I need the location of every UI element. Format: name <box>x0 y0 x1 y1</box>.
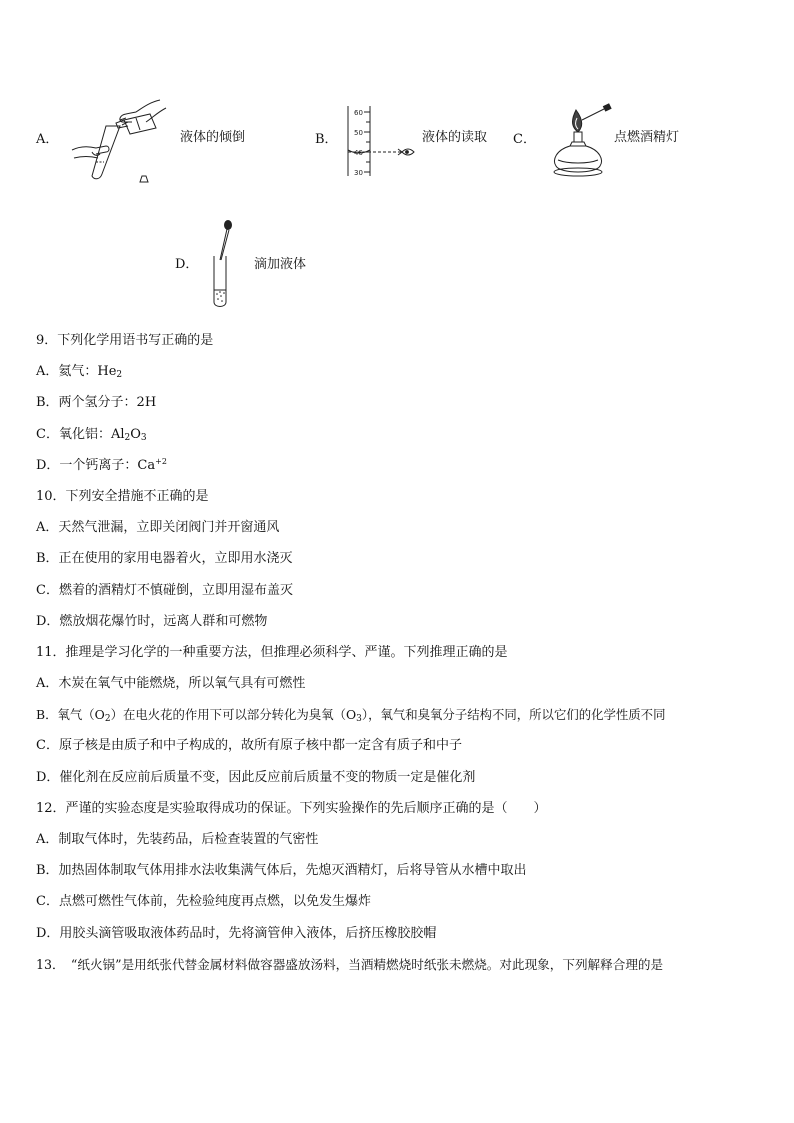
q12-option-d: D．用胶头滴管吸取液体药品时，先将滴管伸入液体，后挤压橡胶胶帽 <box>36 925 437 941</box>
option-c-label: C． <box>513 132 536 147</box>
q11-option-b: B．氧气$(O_2)$在电火花的作用下可以部分转化为臭氧$(O_3)$，氧气和臭氧分子结构不同，所以它们的化学性质不同 <box>36 707 666 725</box>
q11-option-c: C．原子核是由质子和中子构成的，故所有原子核中都一定含有质子和中子 <box>36 738 462 754</box>
q12-option-a: A．制取气体时，先装药品，后检查装置的气密性 <box>36 832 319 847</box>
q13-stem: 13． “纸火锅”是用纸张代替金属材料做容器盛放汤料，当酒精燃烧时纸张未燃烧。对此现象，下列解释合理的是 <box>36 956 664 972</box>
scale-label-50: 50 <box>354 129 363 137</box>
option-b-caption: 液体的读取 <box>422 130 488 145</box>
scale-label-60: 60 <box>354 109 363 117</box>
pouring-liquid-figure <box>66 96 176 192</box>
q10-stem: 10．下列安全措施不正确的是 <box>36 488 209 504</box>
q12-option-b: B．加热固体制取气体用排水法收集满气体后，先熄灭酒精灯，后将导管从水槽中取出 <box>36 863 527 879</box>
option-d-label: D． <box>175 257 199 272</box>
q10-option-d: D．燃放烟花爆竹时，远离人群和可燃物 <box>36 613 268 629</box>
q10-option-b: B．正在使用的家用电器着火，立即用水浇灭 <box>36 551 293 567</box>
q12-stem: 12．严谨的实验态度是实验取得成功的保证。下列实验操作的先后顺序正确的是（ ） <box>36 800 547 816</box>
q9-option-d: D．一个钙离子：$Ca^{+2}$ <box>36 456 167 473</box>
graduated-cylinder-figure <box>342 104 420 178</box>
option-b-label: B． <box>315 132 338 147</box>
q9-option-c: C．氧化铝：$Al_2O_3$ <box>36 426 147 443</box>
q9-stem: 9．下列化学用语书写正确的是 <box>36 333 214 348</box>
option-d-caption: 滴加液体 <box>254 257 307 272</box>
q11-option-d: D．催化剂在反应前后质量不变，因此反应前后质量不变的物质一定是催化剂 <box>36 769 476 785</box>
q12-option-c: C．点燃可燃性气体前，先检验纯度再点燃，以免发生爆炸 <box>36 894 371 910</box>
q11-option-a: A．木炭在氧气中能燃烧，所以氧气具有可燃性 <box>36 676 306 692</box>
option-a-label: A． <box>36 132 59 147</box>
q10-option-c: C．燃着的酒精灯不慎碰倒，立即用湿布盖灭 <box>36 582 293 598</box>
scale-label-30: 30 <box>354 169 363 177</box>
alcohol-lamp-figure <box>548 104 612 180</box>
q9-option-b: B．两个氢分子：2H <box>36 395 157 411</box>
dropper-test-tube-figure <box>204 220 240 310</box>
scale-label-40: 40 <box>354 149 363 157</box>
q10-option-a: A．天然气泄漏，立即关闭阀门并开窗通风 <box>36 520 280 536</box>
q11-stem: 11．推理是学习化学的一种重要方法，但推理必须科学、严谨。下列推理正确的是 <box>36 644 508 660</box>
option-c-caption: 点燃酒精灯 <box>614 130 680 145</box>
question-list <box>36 332 766 987</box>
option-a-caption: 液体的倾倒 <box>180 130 246 145</box>
q9-option-a: A．氦气：$He_2$ <box>36 364 123 381</box>
